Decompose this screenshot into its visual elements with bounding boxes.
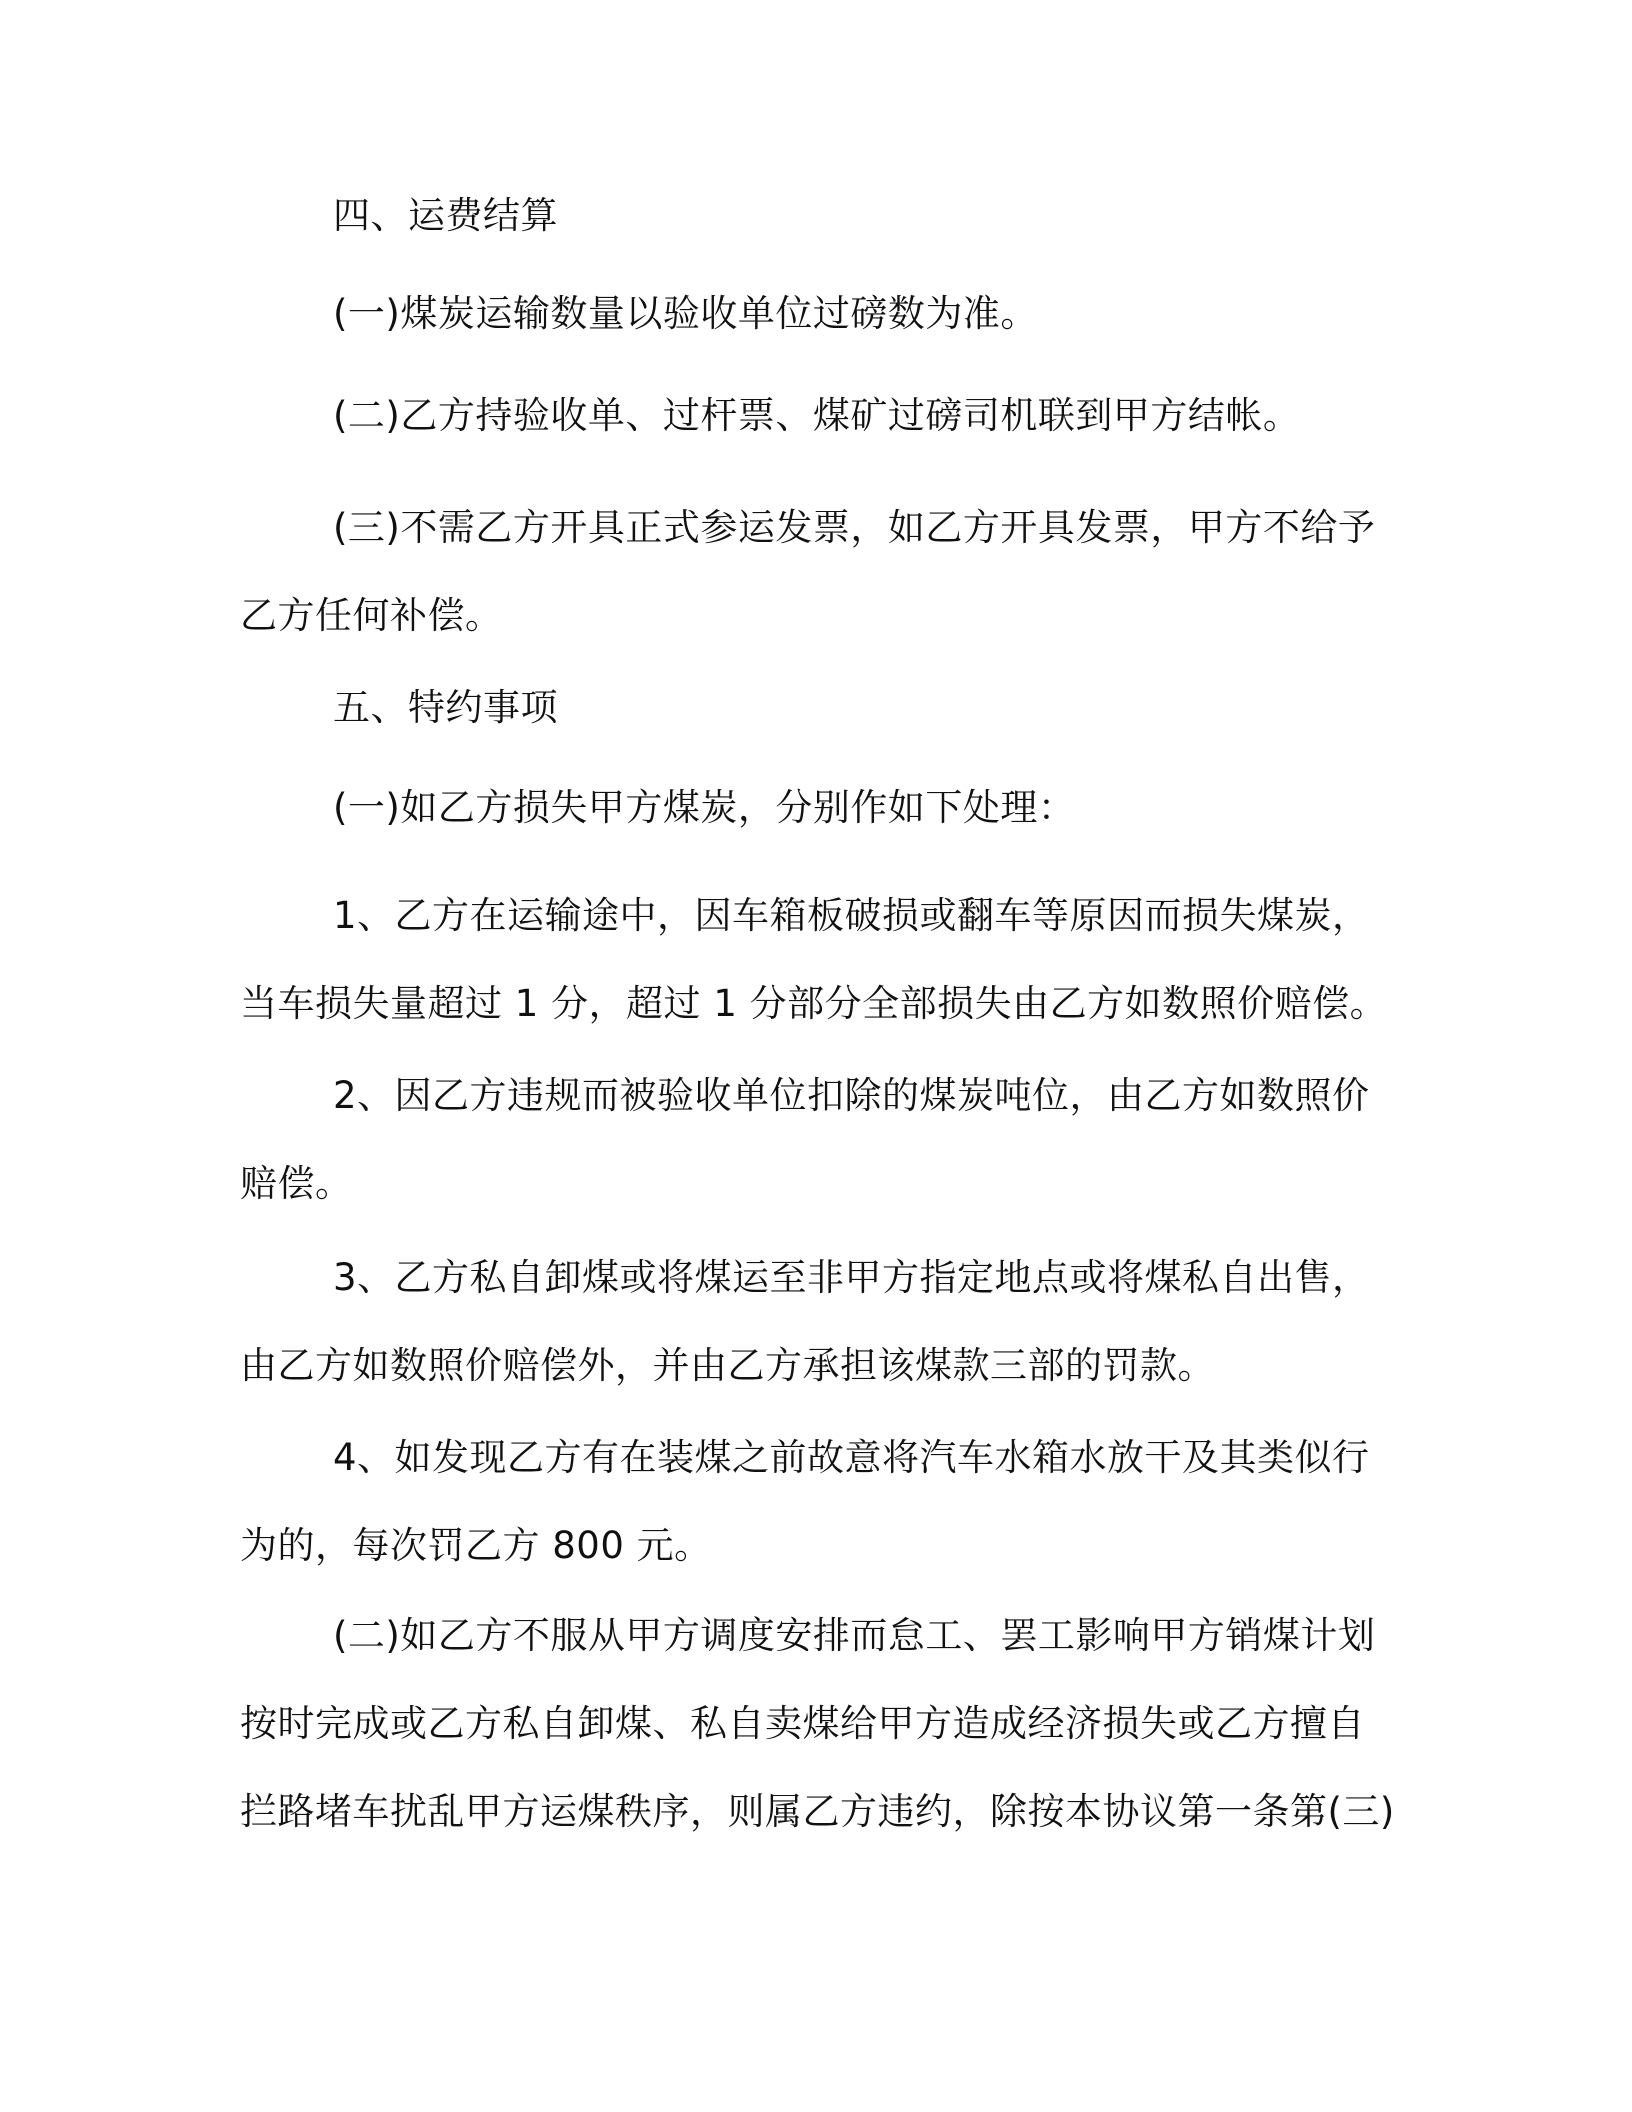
- section-heading-special-terms: [240, 664, 1400, 752]
- text-line: 当车损失量超过 1 分，超过 1 分部分全部损失由乙方如数照价赔偿。: [240, 982, 1388, 1025]
- text-line: (二)乙方持验收单、过杆票、煤矿过磅司机联到甲方结帐。: [333, 394, 1301, 437]
- text-line: (三)不需乙方开具正式参运发票，如乙方开具发票，甲方不给予: [333, 506, 1376, 549]
- text-line: 拦路堵车扰乱甲方运煤秩序，则属乙方违约，除按本协议第一条第(三): [240, 1790, 1395, 1833]
- text-line: 乙方任何补偿。: [240, 594, 503, 637]
- text-line: 四、运费结算: [333, 194, 558, 237]
- text-line: 3、乙方私自卸煤或将煤运至非甲方指定地点或将煤私自出售，: [333, 1256, 1370, 1299]
- text-line: 按时完成或乙方私自卸煤、私自卖煤给甲方造成经济损失或乙方擅自: [240, 1702, 1365, 1745]
- text-line: 2、因乙方违规而被验收单位扣除的煤炭吨位，由乙方如数照价: [333, 1074, 1370, 1117]
- paragraph-item-2: [240, 1052, 1400, 1228]
- paragraph-item-1: [240, 872, 1400, 1048]
- text-line: (一)如乙方损失甲方煤炭，分别作如下处理：: [333, 786, 1076, 829]
- paragraph-item-4: [240, 1414, 1400, 1590]
- text-line: 为的，每次罚乙方 800 元。: [240, 1524, 712, 1567]
- text-line: (二)如乙方不服从甲方调度安排而怠工、罢工影响甲方销煤计划: [333, 1614, 1376, 1657]
- section-heading-freight-settlement: [240, 172, 1400, 260]
- paragraph-item-3: [240, 1234, 1400, 1410]
- paragraph-special-2: [240, 1592, 1400, 1856]
- text-line: 赔偿。: [240, 1162, 353, 1205]
- paragraph-settlement-3: [240, 484, 1400, 660]
- text-line: 4、如发现乙方有在装煤之前故意将汽车水箱水放干及其类似行: [333, 1436, 1370, 1479]
- paragraph-settlement-2: [240, 372, 1400, 460]
- text-line: (一)煤炭运输数量以验收单位过磅数为准。: [333, 292, 1038, 335]
- text-line: 由乙方如数照价赔偿外，并由乙方承担该煤款三部的罚款。: [240, 1344, 1215, 1387]
- text-line: 1、乙方在运输途中，因车箱板破损或翻车等原因而损失煤炭，: [333, 894, 1370, 937]
- paragraph-settlement-1: [240, 270, 1400, 358]
- text-line: 五、特约事项: [333, 686, 558, 729]
- paragraph-special-1: [240, 764, 1400, 852]
